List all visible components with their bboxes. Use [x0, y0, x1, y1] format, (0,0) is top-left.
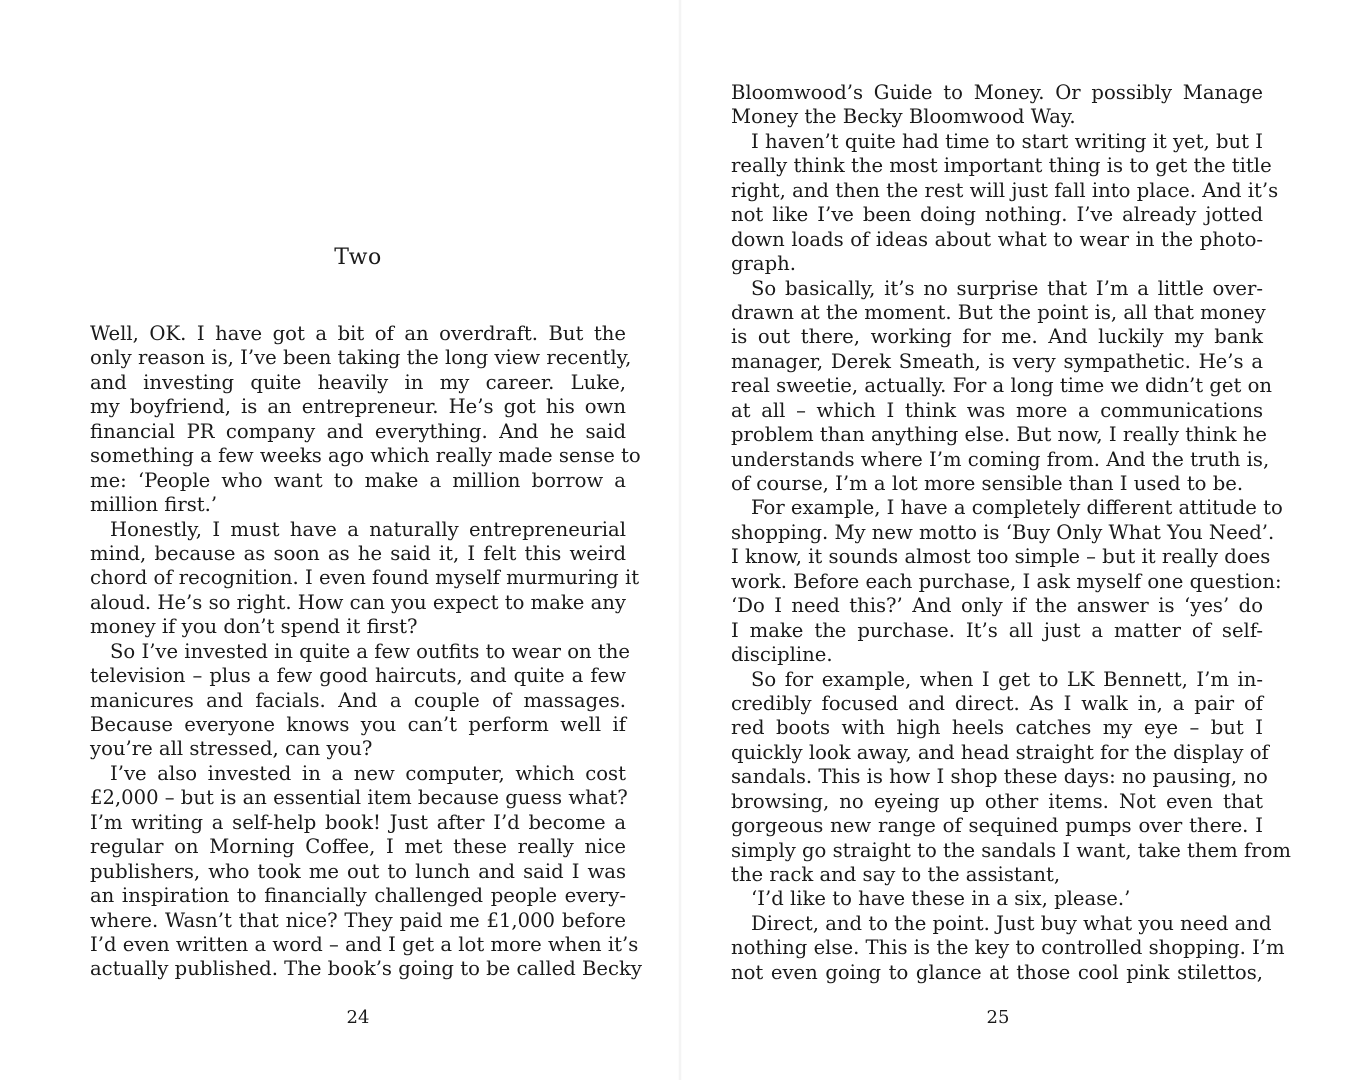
text-line: So basically, it’s no surprise that I’m a little over-: [751, 276, 1263, 300]
text-line: where. Wasn’t that nice? They paid me £1,000 before: [90, 908, 626, 932]
text-line: £2,000 – but is an essential item because guess what?: [90, 786, 628, 810]
text-line: my boyfriend, is an entrepreneur. He’s got his own: [90, 395, 626, 419]
text-line: not like I’ve been doing nothing. I’ve already jotted: [731, 203, 1263, 227]
text-line: Bloomwood’s Guide to Money. Or possibly Manage: [731, 81, 1263, 104]
text-line: down loads of ideas about what to wear in the photo-: [731, 227, 1263, 251]
text-line: something a few weeks ago which really made sense to: [90, 444, 641, 468]
text-line: right, and then the rest will just fall into place. And it’s: [731, 178, 1279, 202]
text-line: mind, because as soon as he said it, I felt this weird: [90, 541, 626, 565]
text-line: television – plus a few good haircuts, and quite a few: [90, 664, 626, 688]
text-line: simply go straight to the sandals I want, take them from: [731, 838, 1291, 862]
text-line: red boots with high heels catches my eye – but I: [731, 716, 1263, 740]
text-line: I make the purchase. It’s all just a matter of self-: [731, 618, 1263, 642]
text-line: real sweetie, actually. For a long time we didn’t get on: [731, 374, 1273, 398]
text-line: Money the Becky Bloomwood Way.: [731, 105, 1076, 129]
text-line: I haven’t quite had time to start writing it yet, but I: [751, 129, 1263, 153]
text-line: financial PR company and everything. And he said: [90, 419, 626, 443]
text-line: million first.’: [90, 493, 218, 517]
right-page: [680, 0, 1360, 1080]
text-line: So for example, when I get to LK Bennett, I’m in-: [751, 667, 1263, 691]
text-line: Honestly, I must have a naturally entrepreneurial: [110, 517, 626, 541]
text-line: aloud. He’s so right. How can you expect to make any: [90, 590, 626, 614]
text-line: and investing quite heavily in my career. Luke,: [90, 370, 626, 394]
text-line: I know, it sounds almost too simple – but it really does: [731, 545, 1271, 569]
text-line: the rack and say to the assistant,: [731, 863, 1061, 886]
right-page-text: [731, 81, 1291, 985]
text-line: actually published. The book’s going to be called Becky: [90, 957, 642, 981]
text-line: an inspiration to financially challenged people every-: [90, 884, 626, 908]
page-number: 24: [346, 1007, 370, 1028]
text-line: understands where I’m coming from. And the truth is,: [731, 447, 1270, 471]
text-line: of course, I’m a lot more sensible than I used to be.: [731, 472, 1244, 495]
text-line: Well, OK. I have got a bit of an overdraft. But the: [90, 322, 626, 345]
text-line: discipline.: [731, 643, 833, 667]
text-line: I’m writing a self-help book! Just after I’d become a: [90, 810, 626, 834]
text-line: work. Before each purchase, I ask myself one question:: [731, 569, 1282, 593]
text-line: really think the most important thing is to get the title: [731, 154, 1272, 178]
text-line: publishers, who took me out to lunch and said I was: [90, 859, 626, 883]
text-line: quickly look away, and head straight for the display of: [731, 740, 1269, 764]
text-line: ‘Do I need this?’ And only if the answer is ‘yes’ do: [731, 594, 1263, 618]
text-line: problem than anything else. But now, I really think he: [731, 423, 1268, 447]
text-line: money if you don’t spend it first?: [90, 615, 418, 639]
page-number: 25: [986, 1007, 1010, 1028]
text-line: manicures and facials. And a couple of massages.: [90, 688, 626, 712]
text-line: ‘I’d like to have these in a six, please.’: [751, 887, 1131, 911]
text-line: I’d even written a word – and I get a lot more when it’s: [90, 932, 639, 956]
text-line: sandals. This is how I shop these days: no pausing, no: [731, 765, 1268, 789]
text-line: Direct, and to the point. Just buy what you need and: [751, 911, 1272, 935]
text-line: nothing else. This is the key to controlled shopping. I’m: [731, 936, 1285, 960]
text-line: shopping. My new motto is ‘Buy Only What You Need’.: [731, 520, 1275, 544]
text-line: only reason is, I’ve been taking the long view recently,: [90, 346, 632, 370]
text-line: I’ve also invested in a new computer, which cost: [110, 761, 626, 785]
text-line: browsing, no eyeing up other items. Not even that: [731, 789, 1263, 813]
text-line: gorgeous new range of sequined pumps over there. I: [731, 814, 1263, 838]
text-line: not even going to glance at those cool pink stilettos,: [731, 960, 1263, 984]
text-line: Because everyone knows you can’t perform well if: [90, 713, 626, 736]
text-line: manager, Derek Smeath, is very sympathetic. He’s a: [731, 349, 1263, 373]
text-line: credibly focused and direct. As I walk in, a pair of: [731, 691, 1263, 715]
text-line: drawn at the moment. But the point is, all that money: [731, 300, 1266, 324]
text-line: at all – which I think was more a communications: [731, 398, 1263, 422]
text-line: you’re all stressed, can you?: [90, 737, 373, 761]
text-line: me: ‘People who want to make a million borrow a: [90, 468, 626, 492]
text-line: For example, I have a completely different attitude to: [751, 496, 1283, 520]
text-line: So I’ve invested in quite a few outfits to wear on the: [110, 639, 630, 663]
left-page-text: [90, 322, 642, 982]
chapter-title: Two: [334, 245, 382, 270]
text-line: graph.: [731, 252, 796, 276]
text-line: chord of recognition. I even found myself murmuring it: [90, 566, 640, 590]
text-line: is out there, working for me. And luckily my bank: [731, 325, 1263, 349]
text-line: regular on Morning Coffee, I met these really nice: [90, 835, 626, 859]
